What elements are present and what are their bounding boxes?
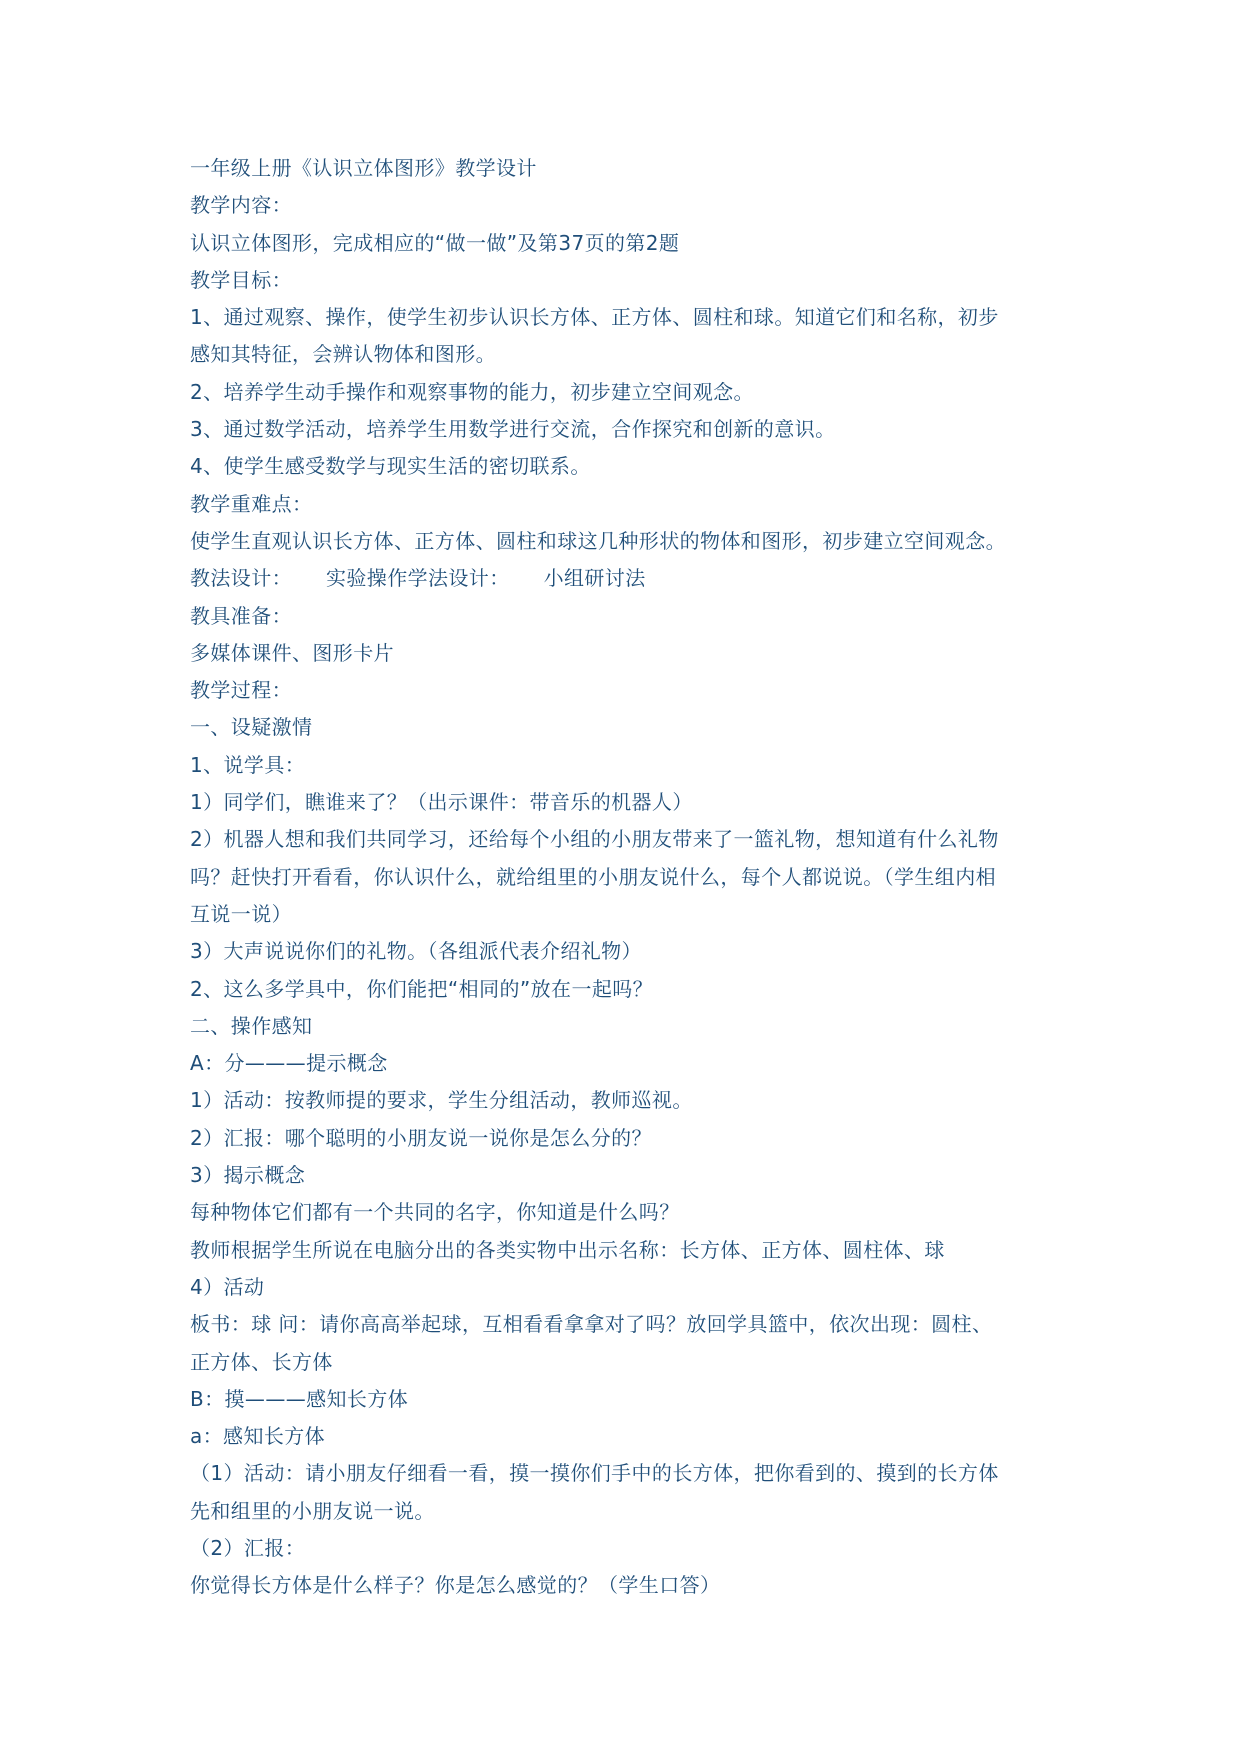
paragraph-line: 2、培养学生动手操作和观察事物的能力，初步建立空间观念。	[190, 379, 754, 404]
heading-tools: 教具准备：	[190, 603, 292, 628]
teach-method: 实验操作	[326, 566, 408, 591]
paragraph-line: （2）汇报：	[190, 1535, 306, 1560]
paragraph-line: 先和组里的小朋友说一说。	[190, 1498, 435, 1523]
method-line	[190, 560, 1070, 597]
paragraph-line: 教师根据学生所说在电脑分出的各类实物中出示名称：长方体、正方体、圆柱体、球	[190, 1237, 945, 1262]
heading-goals: 教学目标：	[190, 267, 292, 292]
paragraph-line: 使学生直观认识长方体、正方体、圆柱和球这几种形状的物体和图形，初步建立空间观念。	[190, 528, 1006, 553]
paragraph-line: 2）汇报：哪个聪明的小朋友说一说你是怎么分的？	[190, 1125, 652, 1150]
section-heading: 二、操作感知	[190, 1013, 313, 1038]
paragraph-line: 吗？赶快打开看看，你认识什么，就给组里的小朋友说什么，每个人都说说。（学生组内相	[190, 864, 996, 889]
paragraph-line: 每种物体它们都有一个共同的名字，你知道是什么吗？	[190, 1200, 680, 1225]
paragraph-line: a：感知长方体	[190, 1424, 326, 1449]
paragraph-line: 3）揭示概念	[190, 1163, 306, 1188]
paragraph-line: 2）机器人想和我们共同学习，还给每个小组的小朋友带来了一篮礼物，想知道有什么礼物	[190, 827, 999, 852]
paragraph-line: 4、使学生感受数学与现实生活的密切联系。	[190, 454, 591, 479]
paragraph-line: A：分———提示概念	[190, 1051, 388, 1076]
paragraph-line: 认识立体图形，完成相应的“做一做”及第37页的第2题	[190, 230, 680, 255]
paragraph-line: 2、这么多学具中，你们能把“相同的”放在一起吗？	[190, 976, 654, 1001]
heading-content: 教学内容：	[190, 193, 292, 218]
paragraph-line: 1）活动：按教师提的要求，学生分组活动，教师巡视。	[190, 1088, 693, 1113]
paragraph-line: 3）大声说说你们的礼物。（各组派代表介绍礼物）	[190, 939, 642, 964]
paragraph-line: 多媒体课件、图形卡片	[190, 640, 394, 665]
method-label: 教法设计：	[190, 566, 292, 591]
paragraph-line: 1、通过观察、操作，使学生初步认识长方体、正方体、圆柱和球。知道它们和名称，初步	[190, 305, 999, 330]
paragraph-line: 1、说学具：	[190, 752, 306, 777]
paragraph-line: B：摸———感知长方体	[190, 1386, 409, 1411]
paragraph-line: 1）同学们，瞧谁来了？（出示课件：带音乐的机器人）	[190, 790, 693, 815]
paragraph-line: 你觉得长方体是什么样子？你是怎么感觉的？（学生口答）	[190, 1573, 721, 1598]
heading-process: 教学过程：	[190, 678, 292, 703]
paragraph-line: 板书：球 问：请你高高举起球，互相看看拿拿对了吗？放回学具篮中，依次出现：圆柱、	[190, 1312, 993, 1337]
learn-method: 小组研讨法	[543, 566, 646, 591]
paragraph-line: 互说一说）	[190, 901, 292, 926]
learn-label: 学法设计：	[407, 566, 510, 591]
section-heading: 一、设疑激情	[190, 715, 313, 740]
doc-title: 一年级上册《认识立体图形》教学设计	[190, 156, 537, 180]
paragraph-line: 感知其特征，会辨认物体和图形。	[190, 342, 496, 367]
paragraph-line: 3、通过数学活动，培养学生用数学进行交流，合作探究和创新的意识。	[190, 417, 836, 442]
document-page	[190, 150, 1070, 1605]
heading-key-points: 教学重难点：	[190, 491, 313, 516]
paragraph-line: 4）活动	[190, 1274, 265, 1299]
paragraph-line: 正方体、长方体	[190, 1349, 333, 1374]
paragraph-line: （1）活动：请小朋友仔细看一看，摸一摸你们手中的长方体，把你看到的、摸到的长方体	[190, 1461, 999, 1486]
